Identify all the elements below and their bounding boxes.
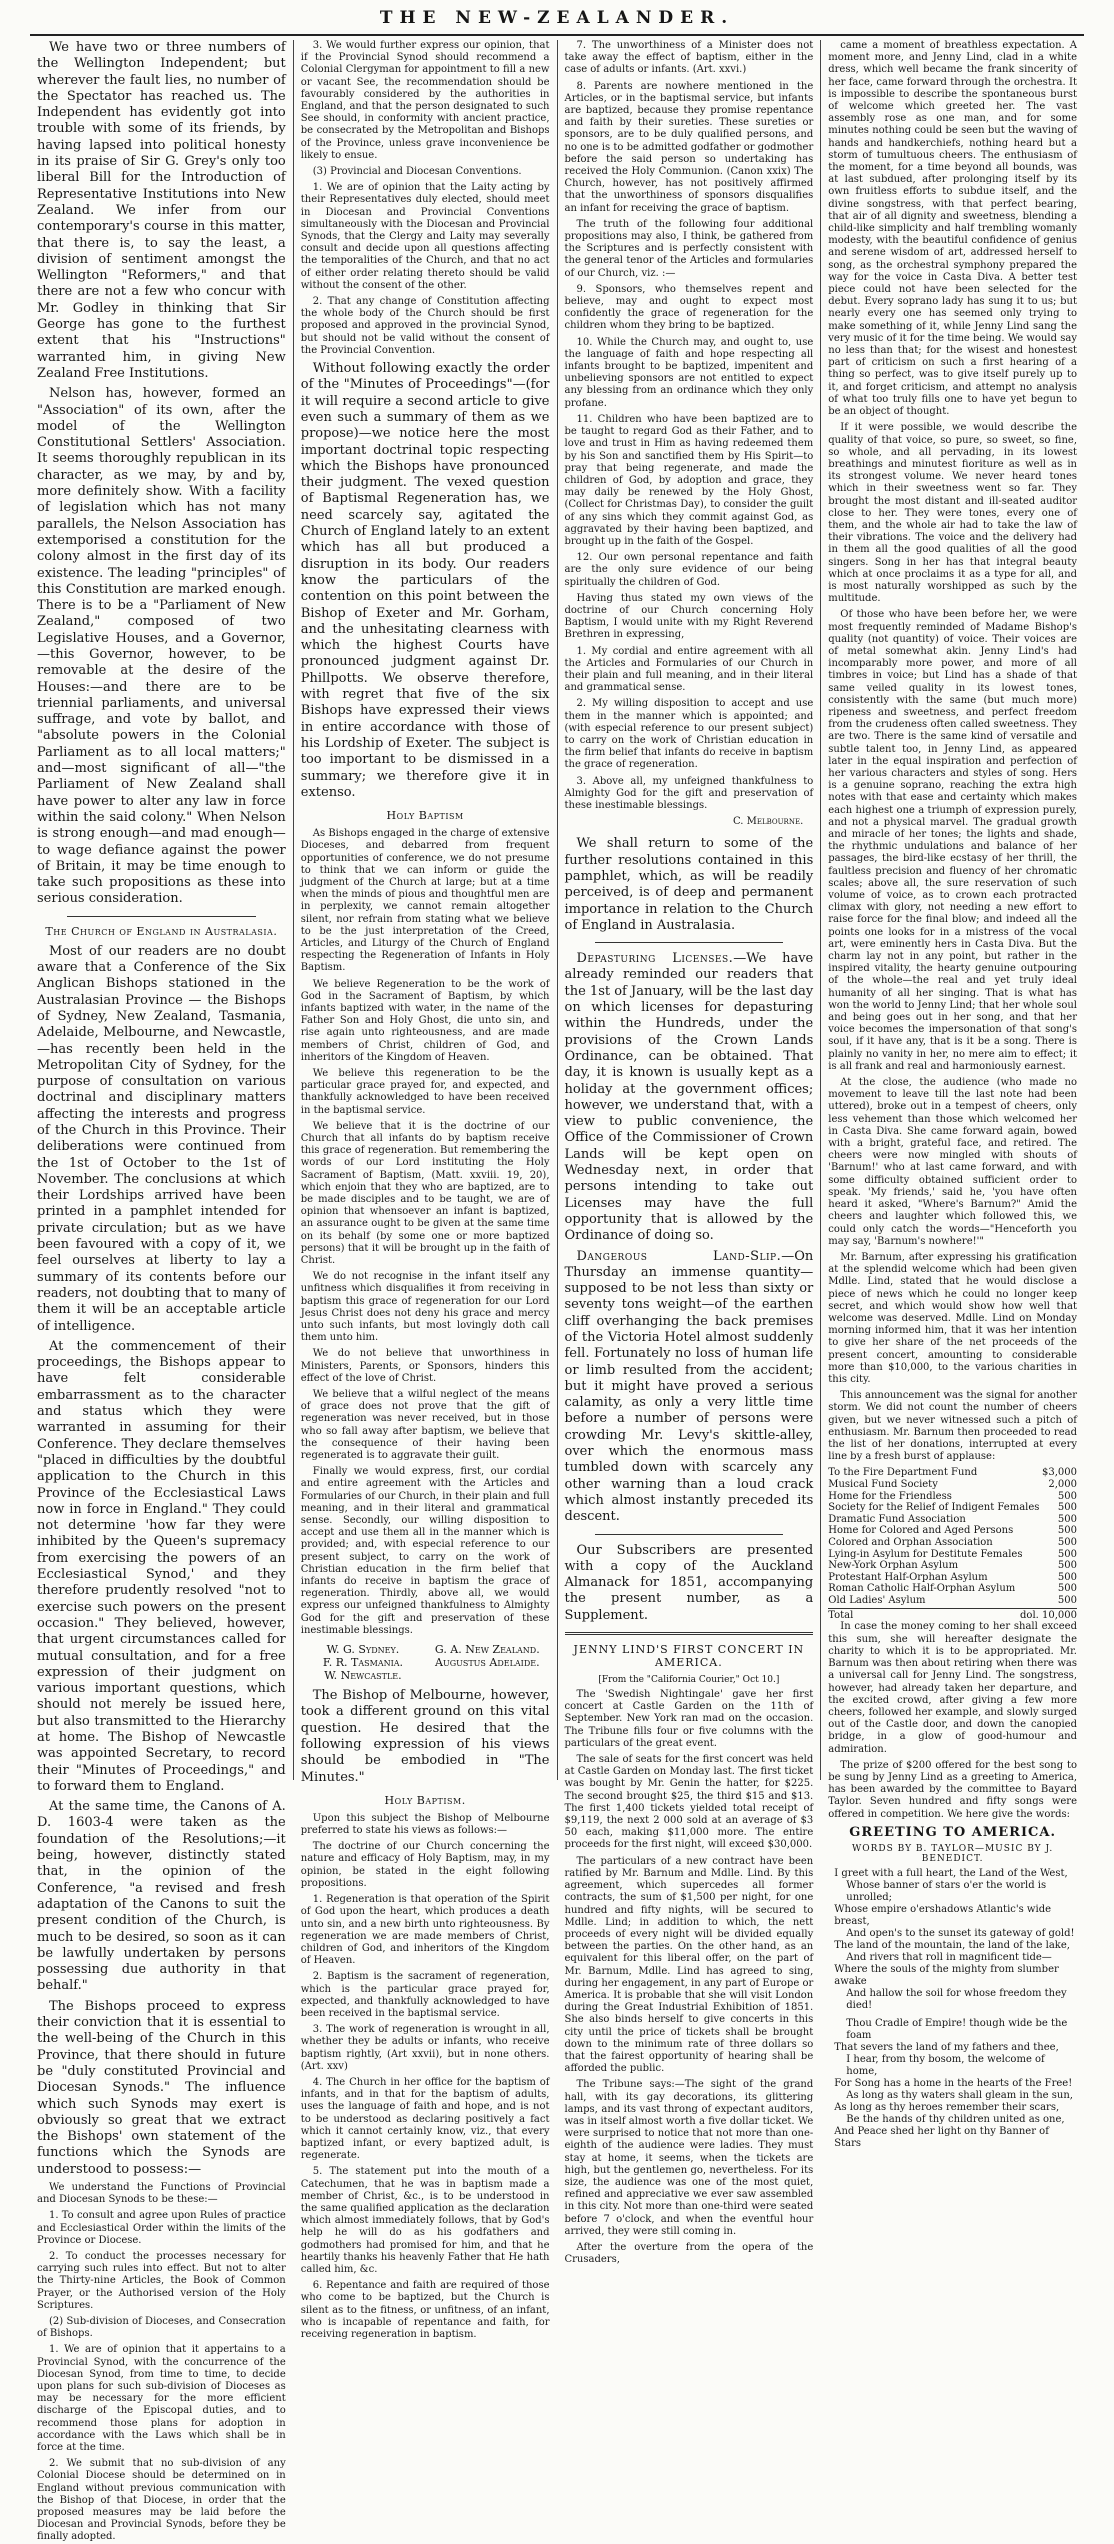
donation-name: Society for the Relief of Indigent Females [828,1502,1040,1514]
donation-name: Colored and Orphan Association [828,1536,993,1548]
minutes-paragraph: Upon this subject the Bishop of Melbourne preferred to state his views as follows:— [300,1812,550,1837]
minutes-paragraph: 3. The work of regeneration is wrought in all, whether they be adults or infants, who receive baptism rightly, (Art xxvii), but in none others. (Art. xxv) [300,2024,550,2072]
donation-amount: 500 [1057,1548,1077,1560]
donation-row [828,1560,1077,1572]
minutes-paragraph: 8. Parents are nowhere mentioned in the Articles, or in the baptismal service, but infants are baptized, because they promise repentance and faith by their sureties. These sureties or sponsors, are to be duly qualified persons, and no one is to be admitted godfather or godmother before the said person so undertaking has received the Holy Communion. (Canon xxix) The Church, however, has not positively affirmed that the unworthiness of sponsors disqualifies an infant for receiving the grace of baptism. [564,80,814,214]
donation-amount: $3,000 [1042,1467,1077,1479]
donation-row [828,1525,1077,1537]
donation-name: To the Fire Department Fund [828,1467,978,1479]
news-items [565,951,814,1525]
minutes-paragraph: 12. Our own personal repentance and faith are the only sure evidence of our being spiritually the children of God. [564,552,814,588]
donation-row [828,1583,1077,1595]
song-line: I hear, from thy bosom, the welcome of home, [846,2053,1045,2077]
song-line: And rivers that roll in magnificent tide— [846,1951,1052,1963]
subscriber-notice: Our Subscribers are presented with a copy of the Auckland Almanack for 1851, accompanying the present number, as a Supplement. [564,1542,814,1623]
minutes-paragraph-block [565,40,814,812]
masthead: THE NEW-ZEALANDER. [379,8,735,28]
jenny-lind-heading: JENNY LIND'S FIRST CONCERT IN AMERICA. [573,1643,805,1670]
donation-amount: 500 [1057,1536,1077,1548]
section-rule [595,1534,784,1535]
article-paragraph-block [828,40,1077,1463]
song-line: Where the souls of the mighty from slumber awake [834,1963,1059,1987]
minutes-paragraph: The doctrine of our Church concerning the nature and efficacy of Holy Baptism, may, in my opinion, be stated in the eight following propositions. [300,1841,550,1889]
donation-amount: 500 [1057,1583,1077,1595]
minutes-paragraph: 9. Sponsors, who themselves repent and believe, may and ought to expect most confidently the grace of regeneration for the children whom they bring to be baptized. [564,283,814,332]
signature: G. A. New Zealand. [434,1643,540,1657]
article-paragraph: Most of our readers are no doubt aware that a Conference of the Six Anglican Bishops stationed in the Australasian Province — the Bishops of Sydney, New Zealand, Tasmania, Adelaide, Melbourne, and Newcastle,—has recently been held in the Metropolitan City of Sydney, for the purpose of consultation on various doctrinal and disciplinary matters affecting the interests and progress of the Church in this Province. Their deliberations were continued from the 1st of October to the 1st of November. The conclusions at which their Lordships arrived have been printed in a pamphlet intended for private circulation; but as we have been favoured with a copy of it, we feel ourselves at liberty to lay a summary of its contents before our readers, not doubting that to many of them it will be an acceptable article of intelligence. [37,943,286,1334]
news-item [565,1249,814,1526]
minutes-paragraph-block [301,828,550,1637]
donation-name: Roman Catholic Half-Orphan Asylum [828,1583,1016,1595]
minutes-paragraph: We believe this regeneration to be the particular grace prayed for, and expected, and thankfully acknowledged to have been received in the baptismal service. [300,1067,550,1116]
minutes-paragraph: 5. The statement put into the mouth of a Catechumen, that he was in baptism made a member of Christ, &c., is to be understood in the same qualified application as the declaration which almost immediately follows, that by God's help he will do as his godfathers and godmothers had promised for him, and that he heartily thanks his heavenly Father that He hath called him, &c. [300,2166,550,2275]
minutes-paragraph: 2. My willing disposition to accept and use them in the manner which is appointed; and (with especial reference to our present subject) to carry on the work of Christian education in the firm belief that infants do receive in baptism the grace of regeneration. [564,698,814,771]
article-paragraph: We have two or three numbers of the Wellington Independent; but wherever the fault lies, no number of the Spectator has reached us. The Independent has evidently got into trouble with some of its friends, by having lapsed into political honesty in its praise of Sir G. Grey's only too liberal Bill for the Introduction of Representative Institutions into New Zealand. We infer from our contemporary's course in this matter, that there is, to say the least, a division of sentiment amongst the Wellington "Reformers," and that there are not a few who concur with Mr. Godley in thinking that Sir George has gone to the furthest extent that his "Instructions" warranted him, in giving New Zealand Free Institutions. [37,40,286,381]
donation-name: Dramatic Fund Association [828,1513,966,1525]
article-paragraph: At the commencement of their proceedings, the Bishops appear to have felt considerable embarrassment as to the character and status which they were warranted in assuming for their Conference. They declare themselves "placed in difficulties by the doubtful application to the Church in this Province of the Ecclesiastical Laws now in force in England." They could not determine 'how far they were inhibited by the Queen's supremacy from exercising the powers of an Ecclesiastical Synod,' and they therefore prudently resolved "not to exercise such powers on the present occasion." They believed, however, that urgent circumstances called for mutual consultation, and for a free expression of their judgment on various important questions, which should not merely be issued here, but also transmitted to the Hierarchy at home. The Bishop of Newcastle was appointed Secretary, to record their "Minutes of Proceedings," and to forward them to England. [37,1338,286,1794]
section-rule [595,942,784,943]
minutes-paragraph: We believe that a wilful neglect of the means of grace does not prove that the gift of regeneration was never received, but in those who so fall away after baptism, we believe that the consequence of their having been regenerated is to aggravate their guilt. [300,1389,550,1462]
donation-amount: 500 [1057,1594,1077,1606]
donation-name: New-York Orphan Asylum [828,1560,959,1572]
minutes-paragraph: 2. That any change of Constitution affecting the whole body of the Church should be first proposed and approved in the provincial Synod, but should not be valid without the consent of the Provincial Convention. [300,296,550,356]
article-paragraph-block [301,361,550,801]
article-paragraph: came a moment of breathless expectation. A moment more, and Jenny Lind, clad in a white dress, which well became the frank sincerity of her face, came forward through the orchestra. It is impossible to describe the spontaneous burst of welcome which greeted her. The vast assembly rose as one man, and for some minutes nothing could be seen but the waving of hands and handkerchiefs, nothing heard but a storm of tumultuous cheers. The enthusiasm of the moment, for a time beyond all bounds, was at last subdued, after prolonging itself by its own fruitless efforts to subdue itself, and the divine songstress, with that perfect bearing, that air of all dignity and sweetness, blending a child-like simplicity and half trembling womanly modesty, with the beautiful confidence of genius and serene wisdom of art, addressed herself to song, as the orchestral symphony prepared the way for the voice in Casta Diva. A better test piece could not have been selected for the debut. Every soprano lady has sung it to us; but nearly every one has seemed only trying to make something of it, while Jenny Lind sang the very music of it for the time being. We would say no less than that; for the wisest and honestest part of criticism on such a first hearing of a thing so perfect, was to give itself purely up to it, and forget criticism, and attempt no analysis of what too truly fills one to have yet begun to be an object of thought. [828,40,1077,418]
donation-row [828,1514,1077,1526]
signature: Augustus Adelaide. [435,1656,540,1670]
donation-amount: 500 [1057,1502,1077,1514]
page-columns [30,40,1084,2543]
article-paragraph: After the overture from the opera of the Crusaders, [564,2241,814,2266]
news-item-text: —We have already reminded our readers that the 1st of January, will be the last day on which licenses for depasturing within the Hundreds, under the provisions of the Crown Lands Ordinance, can be obtained. That day, it is known is usually kept as a holiday at the government offices; however, we understand that, with a view to public convenience, the Office of the Commissioner of Crown Lands will be kept open on Wednesday next, in order that persons intending to take out Licenses may have the full opportunity that is allowed by the Ordinance of doing so. [564,951,814,1244]
donation-amount: 2,000 [1048,1478,1077,1490]
minutes-paragraph: 2. We submit that no sub-division of any Colonial Diocese should be determined on in England without previous communication with the Bishop of that Diocese, in order that the proposed measures may be laid before the Diocesan and Provincial Synods, before they be finally adopted. [37,2458,286,2543]
donation-amount: 500 [1057,1525,1077,1537]
minutes-paragraph: Finally we would express, first, our cordial and entire agreement with the Articles and Formularies of our Church, in their plain and full meaning, and in their literal and grammatical sense. Secondly, our willing disposition to accept and use them all in the manner which is provided; and, with especial reference to our present subject, to carry on the work of Christian education in the firm belief that infants do receive in baptism the grace of regeneration. Thirdly, above all, we would express our unfeigned thankfulness to Almighty God for the gift and preservation of these inestimable blessings. [300,1466,550,1636]
minutes-paragraph: 1. To consult and agree upon Rules of practice and Ecclesiastical Order within the limits of the Province or Diocese. [37,2210,286,2246]
donation-name: Musical Fund Society [828,1478,938,1490]
donation-name: Home for the Friendless [828,1490,952,1502]
song-line: And open's to the sunset its gateway of gold! [846,1927,1075,1939]
column-1 [30,40,294,2543]
donation-amount: 500 [1057,1571,1077,1583]
song-line: Whose banner of stars o'er the world is unrolled; [846,1879,1047,1903]
minutes-paragraph: We do not believe that unworthiness in Ministers, Parents, or Sponsors, hinders this effect of the love of Christ. [300,1348,550,1384]
column-4 [821,40,1084,2149]
article-paragraph: If it were possible, we would describe the quality of that voice, so pure, so sweet, so fine, so whole, and all pervading, in its lowest breathings and minutest fioriture as well as in its strongest volume. We never heard tones which in their sweetness went so far. They brought the most distant and ill-seated auditor close to her. They were tones, every one of them, and the whole air had to take the law of their vibrations. The voice and the delivery had in them all the good qualities of all the good singers. Song in her has that integral beauty which at once proclaims it as a type for all, and is most naturally worshipped as such by the multitude. [828,422,1077,605]
article-paragraph: Mr. Barnum, after expressing his gratification at the splendid welcome which had been given Mdlle. Lind, stated that he would disclose a piece of news which he could no longer keep secret, and which would show how well that welcome was deserved. Mdlle. Lind on Monday morning informed him, that it was her intention to give her share of the net proceeds of the present concert, amounting to considerable more than $10,000, to the various charities in this city. [828,1251,1077,1385]
song-line: Whose empire o'ershadows Atlantic's wide breast, [834,1903,1052,1927]
article-paragraph-block [828,1621,1077,1820]
donation-row [828,1502,1077,1514]
article-paragraph: The prize of $200 offered for the best song to be sung by Jenny Lind as a greeting to America, has been awarded by the committee to Bayard Taylor. Seven hundred and fifty songs were offered in competition. We here give the words: [828,1759,1077,1820]
article-paragraph: The 'Swedish Nightingale' gave her first concert at Castle Garden on the 11th of September. New York ran mad on the occasion. The Tribune fills four or five columns with the particulars of the great event. [564,1689,814,1749]
article-paragraph: The sale of seats for the first concert was held at Castle Garden on Monday last. The first ticket was bought by Mr. Genin the hatter, for $225. The second brought $25, the third $15 and $13. The first 1,400 tickets yielded total receipt of $9,119, the next 2 000 sold at an average of $3 50 each, making $11,000 more. The entire proceeds for the first night, will exceed $30,000. [564,1754,814,1851]
minutes-paragraph: We believe Regeneration to be the work of God in the Sacrament of Baptism, by which infants baptized with water, in the name of the Father Son and Holy Ghost, die unto sin, and rise again unto righteousness, and are made members of Christ, children of God, and inheritors of the Kingdom of Heaven. [300,978,550,1063]
article-paragraph: This announcement was the signal for another storm. We did not count the number of cheers given, but we never witnessed such a pitch of enthusiasm. Mr. Barnum then proceeded to read the list of her donations, interrupted at every line by a fresh burst of applause: [828,1390,1077,1463]
article-paragraph: Without following exactly the order of the "Minutes of Proceedings"—(for it will require a second article to give even such a summary of them as we propose)—we notice here the most important doctrinal topic respecting which the Bishops have pronounced their judgment. The vexed question of Baptismal Regeneration has, we need scarcely say, agitated the Church of England lately to an extent which has all but produced a disruption in its body. Our readers know the particulars of the contention on this point between the Bishop of Exeter and Mr. Gorham, and the unhesitating clearness with which the highest Courts have pronounced judgment against Dr. Phillpotts. We observe therefore, with regret that five of the six Bishops have expressed their views in entire accordance with those of his Lordship of Exeter. The subject is too important to be dismissed in a summary; we therefore give it in extenso. [300,361,550,800]
donation-amount: 500 [1057,1560,1077,1572]
minutes-paragraph: 10. While the Church may, and ought to, use the language of faith and hope respecting all infants brought to be baptized, impenitent and unbelieving sponsors are not entitled to expect any blessing from an ordinance which they only profane. [564,336,814,409]
article-paragraph-block [565,1689,814,2266]
minutes-paragraph-block [301,1813,550,2341]
article-paragraph: The Bishops proceed to express their conviction that it is essential to the well-being of the Church in this Province, that there should in future be "duly constituted Provincial and Diocesan Synods." The influence which such Synods may exert is obviously so great that we extract the Bishops' own statement of the functions which the Synods are understood to possess:— [37,1998,286,2177]
minutes-paragraph: 4. The Church in her office for the baptism of infants, and in that for the baptism of adults, uses the language of faith and hope, and is not to be understood as declaring positively a fact which it cannot certainly know, viz., that every baptized infant, or every baptized adult, is regenerate. [300,2076,550,2162]
minutes-paragraph: We do not recognise in the infant itself any unfitness which disqualifies it from receiving in baptism this grace of regeneration for our Lord Jesus Christ does not deny his grace and mercy unto such infants, but most lovingly doth call them unto him. [300,1271,550,1344]
minutes-paragraph: 11. Children who have been baptized are to be taught to regard God as their Father, and to love and trust in Him as having redeemed them by his Son and sanctified them by His Spirit—to pray that being regenerate, and made the children of God, by adoption and grace, they may daily be renewed by the Holy Ghost, (Collect for Christmas Day), to consider the guilt of any sins which they commit against God, as aggravated by their having been baptized, and brought up in the faith of the Gospel. [564,413,814,547]
donation-row [828,1595,1077,1607]
section-rule [565,1632,814,1635]
song-line: Thou Cradle of Empire! though wide be the foam [846,2017,1068,2041]
donation-row [828,1479,1077,1491]
article-paragraph-block [301,1688,550,1786]
donation-name: Protestant Half-Orphan Asylum [828,1571,988,1583]
minutes-paragraph-block [301,40,550,357]
donation-name: Home for Colored and Aged Persons [828,1525,1014,1537]
notice-block [565,1543,814,1624]
song-line: Be the hands of thy children united as one, [846,2113,1065,2125]
section-heading: The Church of England in Australasia. [45,924,278,938]
signature: C. Melbourne. [733,816,804,828]
minutes-paragraph: 3. Above all, my unfeigned thankfulness to Almighty God for the gift and preservation of these inestimable blessings. [564,775,814,811]
donation-total-label: Total [828,1610,854,1622]
minutes-paragraph: (3) Provincial and Diocesan Conventions. [312,166,522,178]
article-paragraph-block [565,836,814,934]
article-paragraph: In case the money coming to her shall exceed this sum, she will hereafter designate the charity to which it is to be appropriated. Mr. Barnum was then about retiring when there was a universal call for Jenny Lind. The songstress, however, had already taken her departure, and the excited crowd, after giving a few more cheers, followed her example, and slowly surged out of the Castle door, and down the canopied bridge, in a glow of good-humour and admiration. [828,1621,1077,1755]
minutes-paragraph: 3. We would further express our opinion, that if the Provincial Synod should recommend a Colonial Clergyman for appointment to fill a new or vacant See, the recommendation should be favourably considered by the authorities in England, and that the person designated to such See should, in conformity with ancient practice, be consecrated by the Metropolitan and Bishops of the Province, unless grave inconvenience be likely to ensue. [300,40,550,161]
signature: W. G. Sydney. [326,1643,400,1657]
minutes-paragraph: 1. Regeneration is that operation of the Spirit of God upon the heart, which produces a death unto sin, and a new birth unto righteousness. By regeneration we are made members of Christ, children of God, and inheritors of the Kingdom of Heaven. [300,1894,550,1967]
minutes-paragraph: We understand the Functions of Provincial and Diocesan Synods to be these:— [37,2182,286,2206]
donation-row [828,1537,1077,1549]
section-rule [67,916,256,917]
donation-name: Lying-in Asylum for Destitute Females [828,1548,1023,1560]
section-heading: Holy Baptism [386,809,464,823]
article-paragraph-block [37,40,286,908]
donation-amount: 500 [1057,1490,1077,1502]
column-2 [294,40,558,2340]
donation-name: Old Ladies' Asylum [828,1594,926,1606]
signature: F. R. Tasmania. [322,1656,404,1670]
news-item-text: —On Thursday an immense quantity—supposed to be not less than sixty or seventy tons weight—of the earthen cliff overhanging the back premises of the Victoria Hotel almost suddenly fell. Fortunately no loss of human life or limb resulted from the accident; but it might have proved a serious calamity, as only a very little time before a number of persons were crowding Mr. Levy's skittle-alley, over which the enormous mass tumbled down with scarcely any other warning than a loud crack which almost instantly preceded its descent. [564,1248,814,1525]
article-paragraph: Of those who have been before her, we were most frequently reminded of Madame Bishop's quality (not quantity) of voice. Their voices are of metal somewhat akin. Jenny Lind's had incomparably more power, and more of all timbres in voice; but Lind has a shade of that same veiled quality in its lowest tones, consistently with the same (but much more) ripeness and sweetness, and perfect freedom from the crudeness often called sweetness. They are two. There is the same kind of versatile and subtle talent too, in Jenny Lind, as appeared later in the equal inspiration and perfection of her various characters and styles of song. Hers is a genuine soprano, reaching the extra high notes with that ease and certainty which makes each highest one a triumph of expression purely, and not a physical marvel. The gradual growth and miracle of her tones; the lights and shade, the rhythmic undulations and balance of her passages, the bird-like ecstasy of her thrill, the faultless precision and fluency of her chromatic scales; above all, the sure reservation of such volume of voice, as to crown each protracted climax with glory, not needing a new effort to raise force for the final blow; and indeed all the points one looks for in a mistress of the vocal art, were eminently hers in Casta Diva. But the charm lay not in any point, but rather in the inspired vitality, the hearty genuine outpouring of the whole—the real and yet truly ideal humanity of all her singing. That is what has won the world to Jenny Lind; that her whole soul and being goes out in her song, and that her voice becomes the impersonation of that song's soul, if it have any, that is it be a song. There is plainly no vanity in her, no mere aim to effect; it is all frank and real and harmoniously earnest. [828,609,1077,1072]
donation-row [828,1491,1077,1503]
news-item-title: Dangerous Land-Slip. [576,1248,782,1264]
minutes-paragraph-block [37,2182,286,2544]
minutes-paragraph: As Bishops engaged in the charge of extensive Dioceses, and debarred from frequent opportunities of conference, we do not presume to think that we can inform or guide the judgment of the Church at large; but at a time when the minds of pious and thoughtful men are in perplexity, we cannot remain altogether silent, nor refrain from stating what we believe to be the just interpretation of the Creed, Articles, and Liturgy of the Church of England respecting the Regeneration of Infants in Holy Baptism. [300,828,550,974]
minutes-paragraph: (2) Sub-division of Dioceses, and Consecration of Bishops. [37,2316,286,2340]
donation-row [828,1549,1077,1561]
bishops-signatures [301,1643,550,1682]
article-paragraph: We shall return to some of the further resolutions contained in this pamphlet, which, as will be readily perceived, is of deep and permanent importance in relation to the Church of England in Australasia. [564,836,814,933]
song-line: For Song has a home in the hearts of the Free! [834,2077,1073,2089]
song-title: GREETING TO AMERICA. [849,1824,1056,1840]
song-line: I greet with a full heart, the Land of the West, [834,1867,1068,1879]
minutes-paragraph: 1. My cordial and entire agreement with all the Articles and Formularies of our Church in their plain and full meaning, and in their literal and grammatical sense. [564,645,814,694]
minutes-paragraph: 7. The unworthiness of a Minister does not take away the effect of baptism, either in the case of adults or infants. (Art. xxvi.) [564,40,814,76]
column-3 [558,40,822,2266]
masthead-rule [30,34,1084,36]
donation-row [828,1467,1077,1479]
song-line: As long as thy heroes remember their scars, [834,2101,1060,2113]
minutes-paragraph: 6. Repentance and faith are required of those who come to be baptized, but the Church is silent as to the fitness, or unfitness, of an infant, who is incapable of repentance and faith, for receiving regeneration in baptism. [300,2280,550,2340]
article-paragraph: Nelson has, however, formed an "Association" of its own, after the model of the Wellington Constitutional Settlers' Association. It seems thoroughly republican in its character, as we may, by and by, more definitely show. With a facility of legislation which has not many parallels, the Nelson Association has extemporised a constitution for the colony almost in the first day of its existence. The leading "principles" of this Constitution are marked enough. There is to be a "Parliament of New Zealand," composed of two Legislative Houses, and a Governor,—this Governor, however, to be removable at the desire of the Houses:—and there are to be triennial parliaments, and universal suffrage, and vote by ballot, and "absolute powers in the Colonial Parliament as to all local matters;" and—most significant of all—"the Parliament of New Zealand shall have power to alter any law in force within the said colony." When Nelson is strong enough—and mad enough—to wage defiance against the power of Britain, it may be time enough to take such propositions as these into serious consideration. [37,386,286,907]
article-paragraph: The Bishop of Melbourne, however, took a different ground on this vital question. He desired that the following expression of his views should be embodied in "The Minutes." [300,1688,550,1785]
song-credit: WORDS BY B. TAYLOR—MUSIC BY J. BENEDICT. [851,1843,1054,1864]
minutes-paragraph: 1. We are of opinion that it appertains to a Provincial Synod, with the concurrence of the Diocesan Synod, from time to time, to decide upon plans for such sub-division of Dioceses as may be necessary for the more efficient discharge of the Episcopal duties, and to recommend those plans for adoption in accordance with the Laws which shall be in force at the time. [37,2344,286,2454]
section-heading: Holy Baptism. [384,1793,466,1807]
donation-row [828,1572,1077,1584]
article-paragraph: The particulars of a new contract have been ratified by Mr. Barnum and Mdlle. Lind. By this agreement, which supercedes all former contracts, the sum of $1,500 per night, for one hundred and fifty nights, will be secured to Mdlle. Lind; in addition to which, the nett proceeds of every night will be divided equally between the parties. On the other hand, as an equivalent for this liberal offer, on the part of Mr. Barnum, Mdlle. Lind has agreed to sing, during her engagement, in any part of Europe or America. It is probable that she will visit London during the Great Industrial Exhibition of 1851. She also binds herself to give concerts in this city until the price of tickets shall be brought down to the minimum rate of three dollars so that the fairest opportunity of hearing shall be afforded the public. [564,1855,814,2075]
donation-amount: 500 [1057,1513,1077,1525]
source-credit: [From the "California Courier," Oct 10.] [598,1675,780,1686]
news-item-title: Depasturing Licenses. [576,951,734,967]
article-paragraph: At the close, the audience (who made no movement to leave till the last note had been uttered), broke out in a tempest of cheers, only less vehement than those which welcomed her in Casta Diva. She came forward again, bowed with a bright, grateful face, and retired. The cheers were now mingled with shouts of 'Barnum!' who at last came forward, and with some difficulty obtained sufficient order to speak. 'My friends,' said he, 'you have often heard it asked, "Where's Barnum?" Amid the cheers and laughter which followed this, we could only catch the words—"Henceforth you may say, 'Barnum's nowhere!'" [828,1077,1077,1247]
song-lyrics [828,1868,1077,2150]
song-line: And hallow the soil for whose freedom they died! [846,1987,1067,2011]
signature: W. Newcastle. [324,1669,402,1683]
minutes-paragraph: The truth of the following four additional propositions may also, I think, be gathered from the Scriptures and is perfectly consistent with the general tenor of the Articles and formularies of our Church, viz. :— [564,218,814,279]
minutes-paragraph: We believe that it is the doctrine of our Church that all infants do by baptism receive this grace of regeneration. But remembering the words of our Lord instituting the Holy Sacrament of Baptism, (Matt. xxviii. 19, 20), which enjoin that they who are baptized, are to be made disciples and to be taught, we are of opinion that whensoever an infant is baptized, an assurance ought to be given at the same time on its behalf (by some one or more baptized persons) that it will be brought up in the faith of Christ. [300,1120,550,1266]
donation-list [828,1467,1077,1606]
news-item [565,951,814,1244]
minutes-paragraph: 2. Baptism is the sacrament of regeneration, which is the particular grace prayed for, expected, and thankfully acknowledged to have been received in the baptismal service. [300,1971,550,2019]
song-line: The land of the mountain, the land of the lake, [834,1939,1070,1951]
song-line: And Peace shed her light on thy Banner of Stars [834,2125,1049,2149]
minutes-paragraph: 1. We are of opinion that the Laity acting by their Representatives duly elected, should meet in Diocesan and Provincial Conventions simultaneously with the Diocesan and Provincial Synods, that the Clergy and Laity may severally consult and decide upon all questions affecting the temporalities of the Church, and that no act of either order relating thereto should be valid without the consent of the other. [300,182,550,291]
article-paragraph-block [37,944,286,2178]
donation-total-amount: dol. 10,000 [1020,1610,1077,1622]
minutes-paragraph: 2. To conduct the processes necessary for carrying such rules into effect. But not to alter the Thirty-nine Articles, the Book of Common Prayer, or the Authorised version of the Holy Scriptures. [37,2251,286,2311]
song-line: As long as thy waters shall gleam in the sun, [846,2089,1073,2101]
song-line: That severs the land of my fathers and thee, [834,2041,1059,2053]
article-paragraph: The Tribune says:—The sight of the grand hall, with its gay decorations, its glittering lamps, and its vast throng of expectant auditors, was in itself almost worth a five dollar ticket. We were surprised to notice that not more than one-eighth of the audience were ladies. They must stay at home, it seems, when the tickets are high, but the gentlemen go, nevertheless. For its size, the audience was one of the most quiet, refined and appreciative we ever saw assembled in this city. Not more than one-third were seated before 7 o'clock, and when the eventful hour arrived, they were still coming in. [564,2079,814,2237]
minutes-paragraph: Having thus stated my own views of the doctrine of our Church concerning Holy Baptism, I would unite with my Right Reverend Brethren in expressing, [564,592,814,641]
donation-total [828,1608,1077,1621]
article-paragraph: At the same time, the Canons of A. D. 1603-4 were taken as the foundation of the Resolutions;—it being, however, distinctly stated that, in the opinion of the Conference, "a revised and fresh adaptation of the Canons to suit the present condition of the Church, is much to be desired, so soon as it can be lawfully undertaken by persons possessing due authority in that behalf." [37,1799,286,1994]
